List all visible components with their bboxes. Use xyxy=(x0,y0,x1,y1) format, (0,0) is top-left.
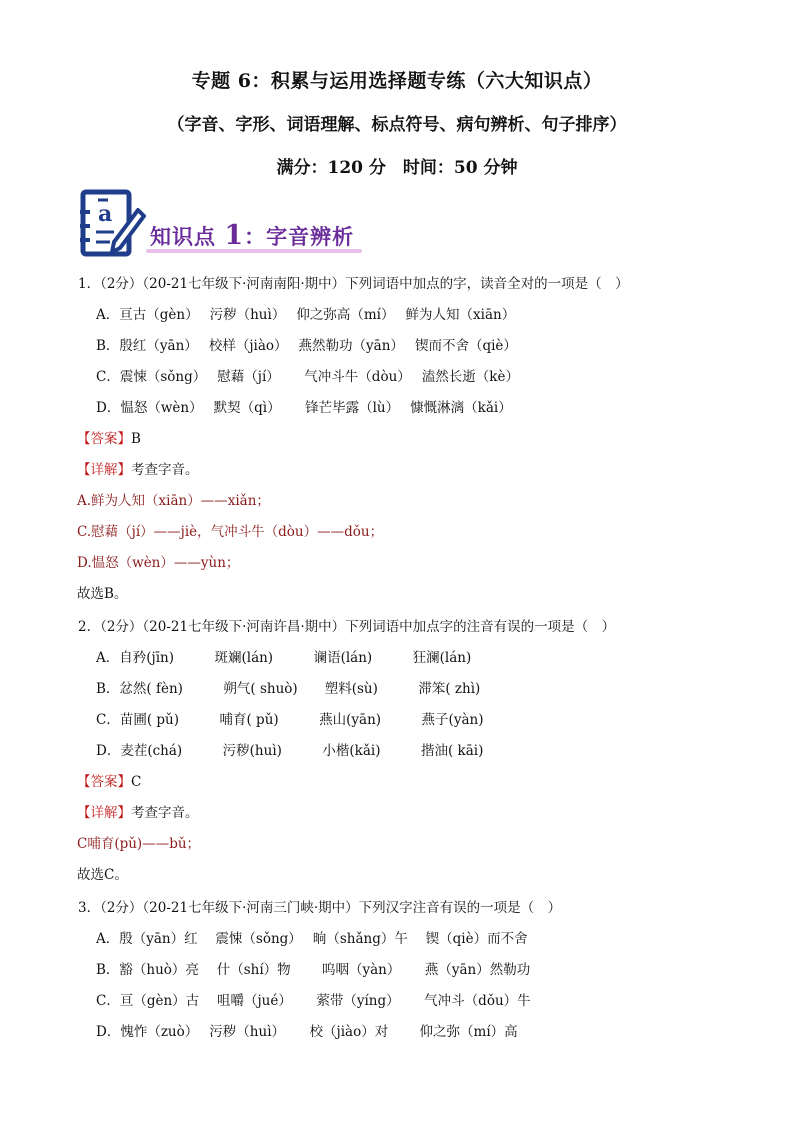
notepad-pen-icon xyxy=(80,188,146,260)
q1-explanation-d: D.愠怒（wèn）——yùn； xyxy=(77,555,240,571)
section-heading: 知识点 1：字音辨析 xyxy=(150,220,355,251)
q3-option-a: A．殷（yān）红 震悚（sǒng） 晌（shǎng）午 锲（qiè）而不舍 xyxy=(96,931,528,947)
q3-option-c: C．亘（gèn）古 咀嚼（jué） 萦带（yíng） 气冲斗（dǒu）牛 xyxy=(96,993,531,1009)
page-subtitle: （字音、字形、词语理解、标点符号、病句辨析、句子排序） xyxy=(167,115,627,135)
page-title: 专题 6：积累与运用选择题专练（六大知识点） xyxy=(191,70,603,92)
q2-stem: 2．（2分）（20-21七年级下·河南许昌·期中）下列词语中加点字的注音有误的一项是（ ） xyxy=(78,619,616,635)
svg-text:a: a xyxy=(98,201,113,227)
q1-option-b: B．殷红（yān） 校样（jiào） 燕然勒功（yān） 锲而不舍（qiè） xyxy=(96,338,517,354)
q2-answer: 【答案】C xyxy=(77,774,142,790)
q3-option-b: B．豁（huò）亮 什（shí）物 呜咽（yàn） 燕（yān）然勒功 xyxy=(96,962,531,978)
q2-option-a: A．自矜(jīn) 斑斓(lán) 谰语(lán) 狂澜(lán) xyxy=(96,650,472,666)
q1-option-d: D．愠怒（wèn） 默契（qì） 锋芒毕露（lù） 慷慨淋漓（kǎi） xyxy=(96,400,512,416)
q2-option-d: D．麦茬(chá) 污秽(huì) 小楷(kǎi) 揩油( kāi) xyxy=(96,743,484,759)
q1-conclusion: 故选B。 xyxy=(77,586,128,602)
q2-detail: 【详解】考查字音。 xyxy=(77,805,199,821)
q2-option-c: C．苗圃( pǔ) 哺育( pǔ) 燕山(yān) 燕子(yàn) xyxy=(96,712,484,728)
q1-stem: 1．（2分）（20-21七年级下·河南南阳·期中）下列词语中加点的字，读音全对的一项是（ ） xyxy=(78,276,629,292)
q1-option-a: A．亘古（gèn） 污秽（huì） 仰之弥高（mí） 鲜为人知（xiān） xyxy=(96,307,516,323)
q2-explanation-c: C哺育(pǔ)——bǔ； xyxy=(77,836,201,852)
score-time-line: 满分：120 分 时间：50 分钟 xyxy=(276,158,518,178)
q1-explanation-a: A.鲜为人知（xiān）——xiǎn； xyxy=(77,493,270,509)
q1-explanation-c: C.慰藉（jí）——jiè，气冲斗牛（dòu）——dǒu； xyxy=(77,524,384,540)
q3-option-d: D．愧怍（zuò） 污秽（huì） 校（jiào）对 仰之弥（mí）高 xyxy=(96,1024,518,1040)
q1-answer: 【答案】B xyxy=(77,431,141,447)
q1-detail: 【详解】考查字音。 xyxy=(77,462,199,478)
q1-option-c: C．震悚（sǒng） 慰藉（jí） 气冲斗牛（dòu） 溘然长逝（kè） xyxy=(96,369,519,385)
q2-conclusion: 故选C。 xyxy=(77,867,128,883)
q2-option-b: B．忿然( fèn) 朔气( shuò) 塑料(sù) 滞笨( zhì) xyxy=(96,681,481,697)
q3-stem: 3．（2分）（20-21七年级下·河南三门峡·期中）下列汉字注音有误的一项是（ ） xyxy=(78,900,562,916)
